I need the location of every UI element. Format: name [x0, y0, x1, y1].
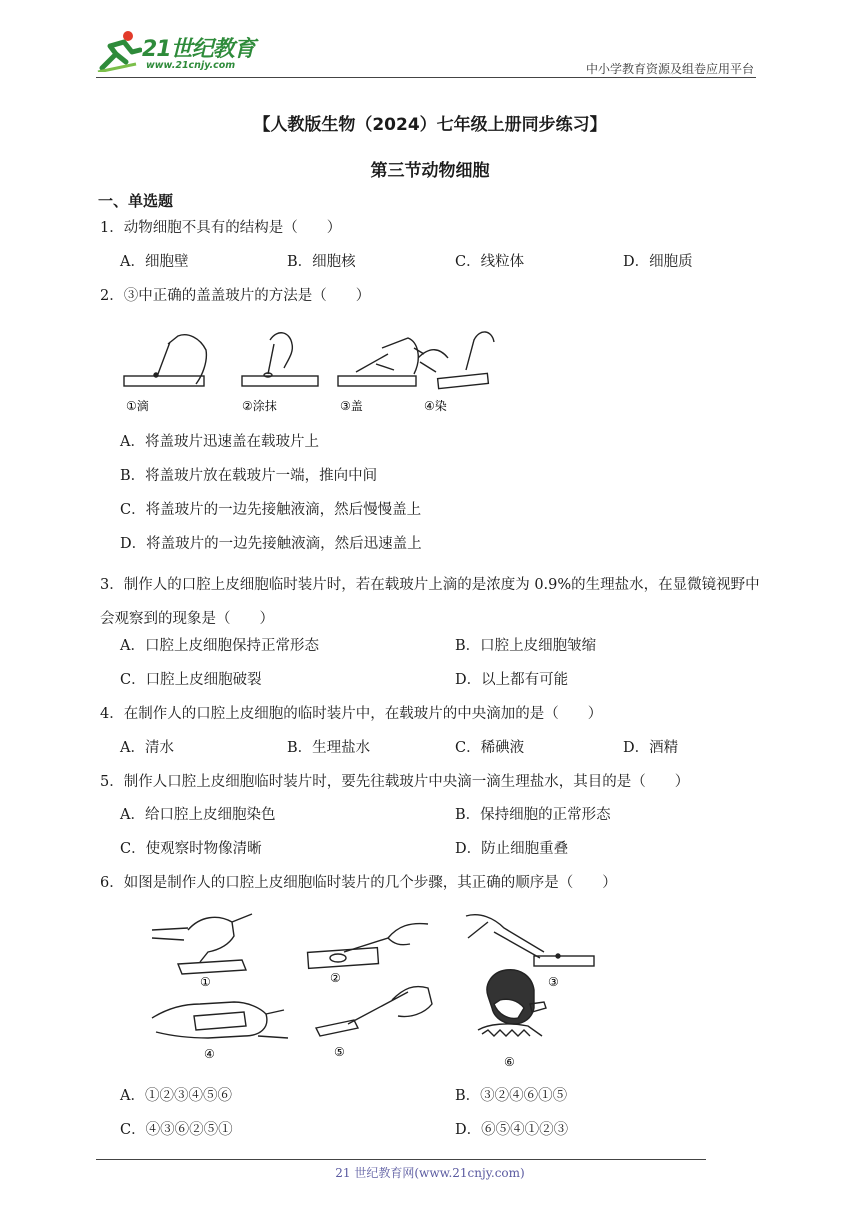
q5-option-b[interactable]: B．保持细胞的正常形态 [455, 807, 611, 823]
q6-figure-label-4: ④ [204, 1047, 215, 1061]
section-heading: 一、单选题 [98, 192, 174, 210]
q2-option-c[interactable]: C．将盖玻片的一边先接触液滴，然后慢慢盖上 [120, 502, 422, 518]
q2-figure-label-4: ④染 [424, 399, 447, 413]
q3-option-a[interactable]: A．口腔上皮细胞保持正常形态 [120, 638, 319, 654]
q6-option-b[interactable]: B．③②④⑥①⑤ [455, 1088, 568, 1104]
q2-option-a[interactable]: A．将盖玻片迅速盖在载玻片上 [120, 434, 319, 450]
q3-option-b[interactable]: B．口腔上皮细胞皱缩 [455, 638, 597, 654]
q2-figure-label-2: ②涂抹 [242, 399, 277, 413]
q1-option-a[interactable]: A．细胞壁 [120, 254, 189, 270]
q3-option-d[interactable]: D．以上都有可能 [455, 672, 569, 688]
q2-option-b[interactable]: B．将盖玻片放在载玻片一端，推向中间 [120, 468, 378, 484]
q6-figure-label-3: ③ [548, 975, 559, 989]
q5-option-d[interactable]: D．防止细胞重叠 [455, 841, 569, 857]
logo-text: 21世纪教育 [142, 37, 255, 62]
page-subtitle: 第三节动物细胞 [370, 161, 490, 181]
q6-option-c[interactable]: C．④③⑥②⑤① [120, 1122, 233, 1138]
q4-option-c[interactable]: C．稀碘液 [455, 740, 525, 756]
q4-option-d[interactable]: D．酒精 [623, 740, 679, 756]
question-3-stem: 3．制作人的口腔上皮细胞临时装片时，若在载玻片上滴的是浓度为 0.9%的生理盐水，在显微镜视野中会观察到的现象是（ ） [100, 577, 760, 627]
q1-option-b[interactable]: B．细胞核 [287, 254, 356, 270]
q2-figure [118, 318, 508, 418]
q3-option-c[interactable]: C．口腔上皮细胞破裂 [120, 672, 262, 688]
q5-option-c[interactable]: C．使观察时物像清晰 [120, 841, 262, 857]
q2-figure-label-1: ①滴 [126, 399, 149, 413]
header-platform-text: 中小学教育资源及组卷应用平台 [585, 62, 754, 76]
q6-figure-label-2: ② [330, 971, 341, 985]
q6-figure-label-6: ⑥ [504, 1055, 515, 1069]
q4-option-b[interactable]: B．生理盐水 [287, 740, 371, 756]
q1-option-d[interactable]: D．细胞质 [623, 254, 693, 270]
q6-option-a[interactable]: A．①②③④⑤⑥ [120, 1088, 232, 1104]
q1-option-c[interactable]: C．线粒体 [455, 254, 525, 270]
question-1-stem: 1．动物细胞不具有的结构是（ ） [100, 220, 342, 236]
page-title: 【人教版生物（2024）七年级上册同步练习】 [253, 115, 607, 135]
logo-url: www.21cnjy.com [146, 60, 236, 71]
q5-option-a[interactable]: A．给口腔上皮细胞染色 [120, 807, 276, 823]
footer-text[interactable]: 21 世纪教育网(www.21cnjy.com) [335, 1166, 525, 1180]
q2-option-d[interactable]: D．将盖玻片的一边先接触液滴，然后迅速盖上 [120, 536, 422, 552]
q6-option-d[interactable]: D．⑥⑤④①②③ [455, 1122, 569, 1138]
q6-figure-label-5: ⑤ [334, 1045, 345, 1059]
header-divider [96, 77, 756, 78]
q6-figure [148, 904, 618, 1074]
question-4-stem: 4．在制作人的口腔上皮细胞的临时装片中，在载玻片的中央滴加的是（ ） [100, 706, 603, 722]
runner-logo-icon [96, 28, 142, 72]
q6-figure-label-1: ① [200, 975, 211, 989]
site-logo[interactable] [96, 28, 266, 80]
mouth-cell-steps-illustration [148, 904, 618, 1074]
question-2-stem: 2．③中正确的盖盖玻片的方法是（ ） [100, 288, 371, 304]
slide-steps-illustration [118, 318, 508, 418]
question-6-stem: 6．如图是制作人的口腔上皮细胞临时装片的几个步骤，其正确的顺序是（ ） [100, 875, 617, 891]
page-header [0, 0, 860, 80]
q2-figure-label-3: ③盖 [340, 399, 363, 413]
q4-option-a[interactable]: A．清水 [120, 740, 174, 756]
footer-divider [96, 1159, 706, 1160]
question-5-stem: 5．制作人口腔上皮细胞临时装片时，要先往载玻片中央滴一滴生理盐水，其目的是（ ） [100, 774, 690, 790]
